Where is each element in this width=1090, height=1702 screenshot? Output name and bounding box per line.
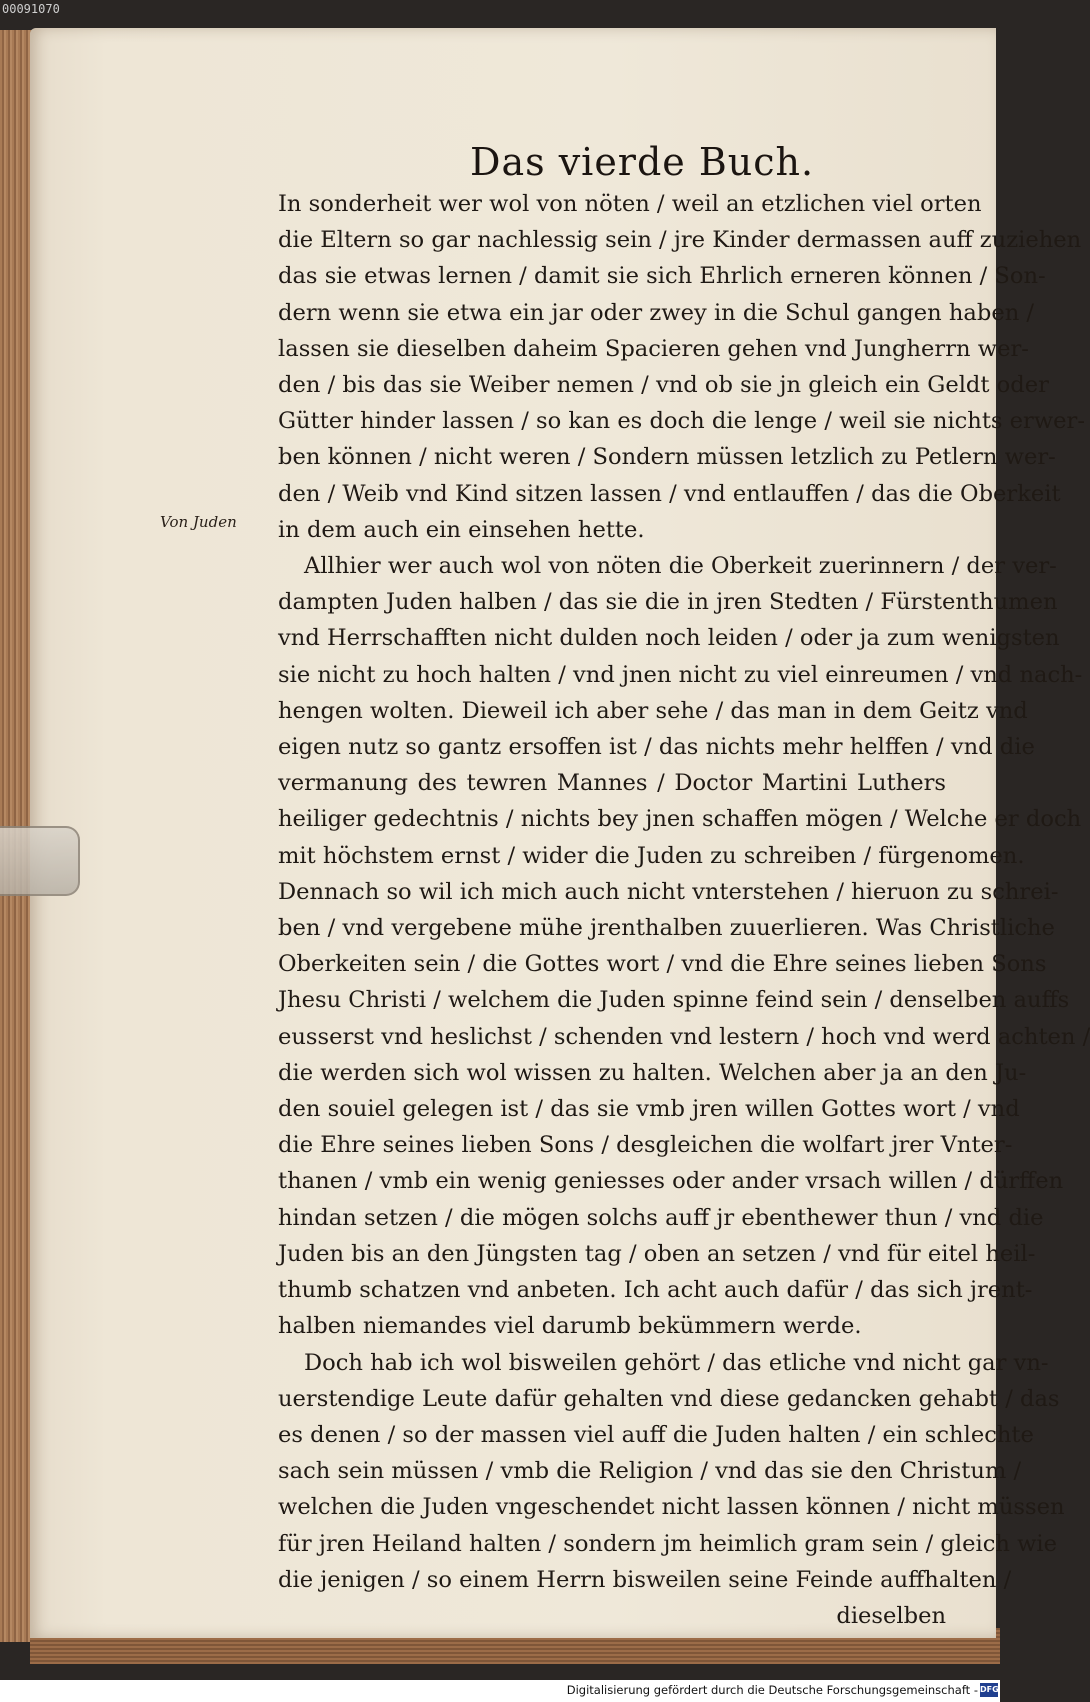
text-line: vnd Herrschafften nicht dulden noch leiden / oder ja zum wenigsten xyxy=(278,625,1060,652)
text-line: für jren Heiland halten / sondern jm heimlich gram sein / gleich wie xyxy=(278,1530,1058,1557)
page-heading: Das vierde Buch. xyxy=(470,140,815,184)
marginal-note: Von Juden xyxy=(160,513,237,531)
text-line: den / Weib vnd Kind sitzen lassen / vnd entlauffen / das die Oberkeit xyxy=(278,480,1061,507)
footer-bar xyxy=(0,1680,1000,1702)
text-line: welchen die Juden vngeschendet nicht lassen können / nicht müssen xyxy=(278,1494,1065,1521)
text-line: eusserst vnd heslichst / schenden vnd lestern / hoch vnd werd achten / xyxy=(278,1023,1090,1050)
text-line: die Eltern so gar nachlessig sein / jre Kinder dermassen auff zuziehen xyxy=(278,227,1082,254)
text-line: thanen / vmb ein wenig geniesses oder ander vrsach willen / dürffen xyxy=(278,1168,1064,1195)
catchword: dieselben xyxy=(836,1602,946,1629)
text-line: hindan setzen / die mögen solchs auff jr ebenthewer thun / vnd die xyxy=(278,1204,1044,1231)
text-line: dampten Juden halben / das sie die in jren Stedten / Fürstenthumen xyxy=(278,589,1058,616)
text-line: den / bis das sie Weiber nemen / vnd ob sie jn gleich ein Geldt oder xyxy=(278,372,1049,399)
text-line: uerstendige Leute dafür gehalten vnd diese gedancken gehabt / das xyxy=(278,1385,1060,1412)
text-line: sie nicht zu hoch halten / vnd jnen nicht zu viel einreumen / vnd nach- xyxy=(278,661,1083,688)
text-line: Allhier wer auch wol von nöten die Oberkeit zuerinnern / der ver- xyxy=(304,553,1057,580)
body-text xyxy=(278,186,1090,1634)
text-line: die jenigen / so einem Herrn bisweilen seine Feinde auffhalten / xyxy=(278,1566,1012,1593)
text-line: thumb schatzen vnd anbeten. Ich acht auch dafür / das sich jrent- xyxy=(278,1277,1033,1304)
dfg-logo: DFG xyxy=(980,1683,998,1697)
text-line: die werden sich wol wissen zu halten. Welchen aber ja an den Ju- xyxy=(278,1059,1027,1086)
footer-credit: Digitalisierung gefördert durch die Deutsche Forschungsgemeinschaft - xyxy=(566,1683,978,1697)
text-line: ben können / nicht weren / Sondern müssen letzlich zu Petlern wer- xyxy=(278,444,1056,471)
text-line: Dennach so wil ich mich auch nicht vnterstehen / hieruon zu schrei- xyxy=(278,878,1059,905)
text-line: mit höchstem ernst / wider die Juden zu schreiben / fürgenomen. xyxy=(278,842,1025,869)
text-line: Oberkeiten sein / die Gottes wort / vnd die Ehre seines lieben Sons xyxy=(278,951,1047,978)
text-line: halben niemandes viel darumb bekümmern werde. xyxy=(278,1313,862,1340)
text-line: die Ehre seines lieben Sons / desgleichen die wolfart jrer Vnter- xyxy=(278,1132,1013,1159)
text-line: sach sein müssen / vmb die Religion / vnd das sie den Christum / xyxy=(278,1458,1022,1485)
text-line: lassen sie dieselben daheim Spacieren gehen vnd Jungherrn wer- xyxy=(278,335,1029,362)
text-line: das sie etwas lernen / damit sie sich Ehrlich erneren können / Son- xyxy=(278,263,1046,290)
text-line: Gütter hinder lassen / so kan es doch die lenge / weil sie nichts erwer- xyxy=(278,408,1085,435)
text-line: es denen / so der massen viel auff die Juden halten / ein schlechte xyxy=(278,1421,1034,1448)
text-line: ben / vnd vergebene mühe jrenthalben zuuerlieren. Was Christliche xyxy=(278,915,1055,942)
text-line: eigen nutz so gantz ersoffen ist / das nichts mehr helffen / vnd die xyxy=(278,734,1035,761)
text-line: Jhesu Christi / welchem die Juden spinne feind sein / denselben auffs xyxy=(278,987,1070,1014)
text-line: in dem auch ein einsehen hette. xyxy=(278,516,645,543)
text-line: den souiel gelegen ist / das sie vmb jren willen Gottes wort / vnd xyxy=(278,1096,1020,1123)
text-line: Juden bis an den Jüngsten tag / oben an setzen / vnd für eitel heil- xyxy=(278,1240,1036,1267)
text-line: heiliger gedechtnis / nichts bey jnen schaffen mögen / Welche er doch xyxy=(278,806,1082,833)
text-line: hengen wolten. Dieweil ich aber sehe / das man in dem Geitz vnd xyxy=(278,697,1028,724)
text-line: Doch hab ich wol bisweilen gehört / das etliche vnd nicht gar vn- xyxy=(304,1349,1049,1376)
bookmark-strip xyxy=(0,826,80,896)
text-line: In sonderheit wer wol von nöten / weil an etzlichen viel orten xyxy=(278,191,982,217)
scan-id: 00091070 xyxy=(2,2,60,16)
text-line: vermanung des tewren Mannes / Doctor Martini Luthers xyxy=(278,770,946,797)
text-line: dern wenn sie etwa ein jar oder zwey in die Schul gangen haben / xyxy=(278,299,1035,326)
